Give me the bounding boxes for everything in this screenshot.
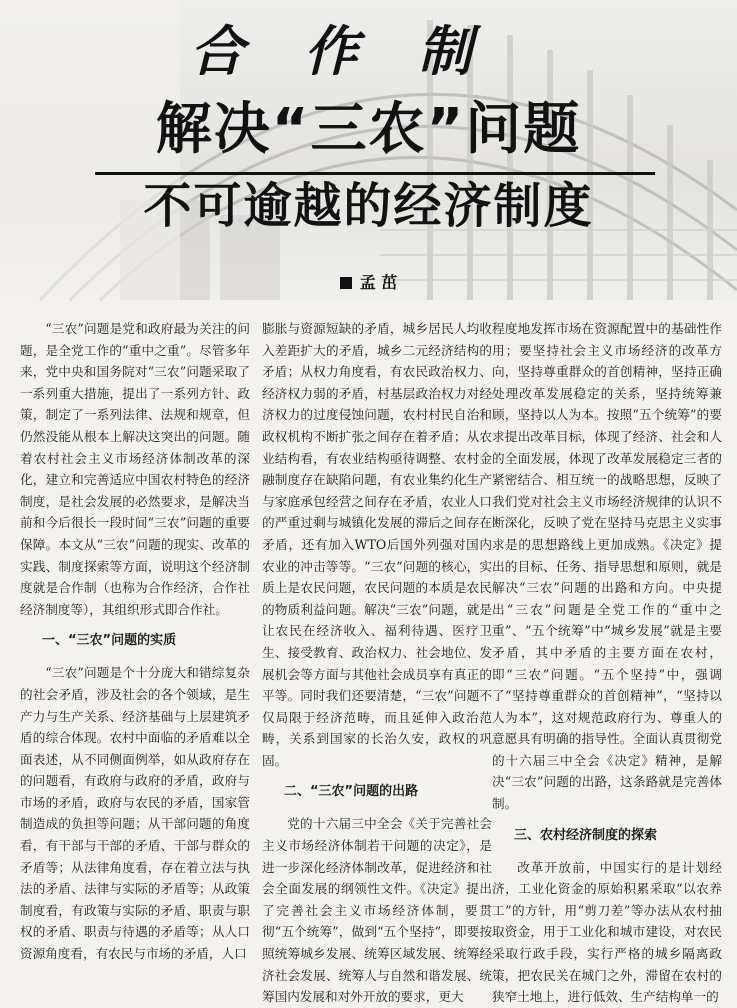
title-divider <box>95 172 655 175</box>
section-heading: 二、“三农”问题的出路 <box>284 784 419 800</box>
paragraph: “三农”问题是党和政府最为关注的问题，是全党工作的“重中之重”。尽管多年来，党中央和国务院对“三农”问题采取了一系列重大措施，提出了一系列方针、政策，制定了一系列法律、法规和规章，但仍然没能从根本上解决这突出的问题。随着农村社会主义市场经济体制改革的深化，建立和完善适应中国农村特色的经济制度，是社会发展的必然要求，是解决当前和今后很长一段时间“三农”问题的重要保障。本文从“三农”问题的现实、改革的实践、制度探索等方面，说明这个经济制度就是合作制（也称为合作经济，合作社经济制度等），其组织形式即合作社。 <box>20 321 250 617</box>
section-heading: 一、“三农”问题的实质 <box>42 633 177 649</box>
paragraph: 程度地发挥市场在资源配置中的基础性作用；要坚持社会主义市场经济的改革方向，坚持尊重群众的首创精神，坚持正确处理改革发展稳定的关系，坚持统筹兼顾，坚持以人为本。按照“五个统筹”的要求提出改革目标，体现了经济、社会和人的全面发展，体现了改革发展稳定三者的紧密结合、相互统一的战略思想，反映了我们党对社会主义市场经济规律的认识不断深化，反映了党在坚持马克思主义实事求是的思想路线上更加成熟。《决定》提出的目标、任务、指导思想和原则，就是解决“三农”问题的出路和方向。中央提出“三农”问题是全党工作的“重中之重”、“五个统筹”中“城乡发展”就是主要矛盾，其中矛盾的主要方面在农村，即“三农”问题。“五个坚持”中，强调了“坚持尊重群众的首创精神”，“坚持以人为本”，这对规范政府行为、尊重人的意愿具有明确的指导性。全面认真贯彻党的十六届三中全会《决定》精神，是解决“三农”问题的出路，这条路就是完善体制。 <box>492 321 722 812</box>
article-column-2 <box>262 318 492 1005</box>
header-artwork <box>0 0 737 300</box>
column-kicker: 合作制 <box>190 20 532 83</box>
square-bullet-icon <box>340 277 352 289</box>
article-column-3 <box>492 318 722 1005</box>
headline-sub: 不可逾越的经济制度 <box>143 178 594 234</box>
byline <box>0 270 737 293</box>
paragraph: 膨胀与资源短缺的矛盾，城乡居民人均收入差距扩大的矛盾，城乡二元经济结构的矛盾；从权力角度看，有农民政治权力、经济权力弱的矛盾，村基层政治权力对经济权力的过度侵蚀问题，农村村民自治和政权机构不断扩张之间存在着矛盾；从农业结构看，有农业结构亟待调整、农村金融制度存在缺陷问题，有农业集约化生产与家庭承包经营之间存在矛盾，农业人口的严重过剩与城镇化发展的滞后之间存在矛盾，还有加入WTO后国外列强对国内农业的冲击等等。“三农”问题的核心，实质上是农民问题，农民问题的本质是农民的物质利益问题。解决“三农”问题，就是让农民在经济收入、福利待遇、医疗卫生、接受教育、政治权力、社会地位、发展机会等方面与其他社会成员享有真正的平等。同时我们还要清楚，“三农”问题不仅局限于经济范畴，而且延伸入政治范畴，关系到国家的长治久安，政权的巩固。 <box>262 321 492 768</box>
section-heading: 三、农村经济制度的探索 <box>514 827 658 843</box>
headline-main: 解决“三农”问题 <box>155 97 582 162</box>
paragraph: 改革开放前，中国实行的是计划经济，工业化资金的原始积累采取“以农养工”的方针，用“剪刀差”等办法从农村抽取资金，用于工业化和城市建设，对农民采取行政手段，实行严格的城乡隔离政策，把农民关在城门之外，滞留在农村的狭窄土地上，进行低效、生产结构单一的 <box>492 859 722 1005</box>
paragraph: 党的十六届三中全会《关于完善社会主义市场经济体制若干问题的决定》，是进一步深化经济体制改革，促进经济和社会全面发展的纲领性文件。《决定》提出了完善社会主义市场经济体制，要贯彻“五个统筹”，做到“五个坚持”，即要按照统筹城乡发展、统筹区域发展、统筹经济社会发展、统筹人与自然和谐发展、统筹国内发展和对外开放的要求，更大 <box>262 816 492 1005</box>
article-column-1 <box>20 318 250 962</box>
author-name: 孟 茁 <box>359 273 398 292</box>
paragraph: “三农”问题是个十分庞大和错综复杂的社会矛盾，涉及社会的各个领域，是生产力与生产关系、经济基础与上层建筑矛盾的综合体现。农村中面临的矛盾难以全面表述，从不同侧面例举，如从政府存在的问题看，有政府与政府的矛盾，政府与市场的矛盾，政府与农民的矛盾，国家管制造成的负担等问题；从干部问题的角度看，有干部与干部的矛盾、干部与群众的矛盾等；从法律角度看，存在着立法与执法的矛盾、法律与实际的矛盾等；从政策制度看，有政策与实际的矛盾、职责与职权的矛盾、职责与待遇的矛盾等；从人口资源角度看，有农民与市场的矛盾，人口 <box>20 665 250 962</box>
